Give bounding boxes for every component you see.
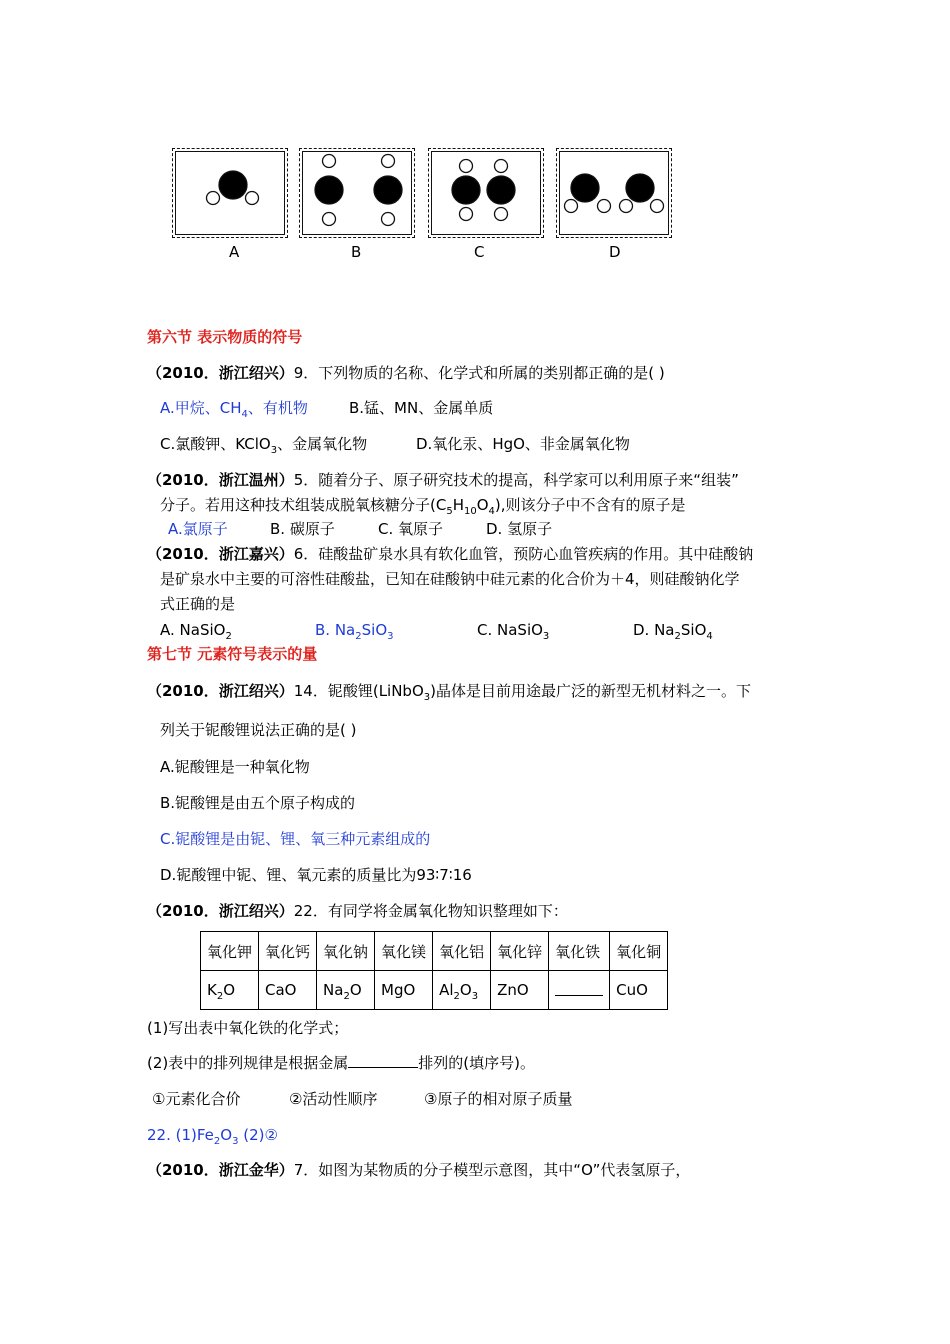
q6-stem-line3: 式正确的是 (160, 595, 236, 613)
a-hydrogen-atom (246, 192, 259, 205)
q22-option-2: ②活动性顺序 (289, 1090, 378, 1108)
d-hydrogen-atom (565, 200, 578, 213)
metal-oxide-table (200, 931, 668, 1010)
c-small-atom (460, 160, 473, 173)
figure-label-a: A (229, 243, 240, 261)
table-cell: CaO (259, 971, 317, 1010)
q14-option-c: C.铌酸锂是由铌、锂、氧三种元素组成的 (160, 830, 431, 848)
q9-stem (147, 363, 665, 383)
d-hydrogen-atom (620, 200, 633, 213)
table-cell: MgO (375, 971, 433, 1010)
table-header-cell: 氧化钠 (317, 932, 375, 971)
a-hydrogen-atom (207, 192, 220, 205)
b-atom (315, 176, 343, 204)
fill-in-blank[interactable] (555, 981, 603, 996)
table-header-cell: 氧化镁 (375, 932, 433, 971)
table-cell: $Na_2O$ (317, 971, 375, 1010)
q14-stem-line2: 列关于铌酸锂说法正确的是( ) (160, 721, 357, 739)
fill-in-blank[interactable] (348, 1053, 418, 1068)
table-header-cell: 氧化钙 (259, 932, 317, 971)
q6-source: （2010．浙江嘉兴） (147, 545, 294, 563)
c-small-atom (495, 160, 508, 173)
c-atom (487, 176, 515, 204)
q14-source: （2010．浙江绍兴） (147, 682, 294, 700)
b-atom (374, 176, 402, 204)
table-cell-blank[interactable] (549, 971, 610, 1010)
d-hydrogen-atom (651, 200, 664, 213)
q14-option-b: B.铌酸锂是由五个原子构成的 (160, 794, 356, 812)
a-oxygen-atom (219, 171, 247, 199)
q9-option-d: D.氧化汞、HgO、非金属氧化物 (416, 435, 630, 453)
q5-option-c: C. 氧原子 (378, 520, 444, 538)
table-cell: $Al_2O_3$ (433, 971, 491, 1010)
q9-source: （2010．浙江绍兴） (147, 364, 294, 382)
q9-option-a: A.甲烷、$CH_4$、有机物 (160, 399, 308, 420)
section-six-title: 第六节 表示物质的符号 (147, 328, 303, 346)
molecule-diagram (0, 0, 950, 270)
q9-option-c: C.氯酸钾、KClO$_3$、金属氧化物 (160, 435, 368, 456)
q22-stem: （2010．浙江绍兴）22．有同学将金属氧化物知识整理如下： (147, 902, 568, 920)
q5-option-d: D. 氢原子 (486, 520, 553, 538)
q9-option-b: B.锰、MN、金属单质 (349, 399, 494, 417)
q22-part2: (2)表中的排列规律是根据金属 排列的(填序号)。 (147, 1054, 535, 1072)
q5-source: （2010．浙江温州） (147, 471, 294, 489)
q14-option-d: D.铌酸锂中铌、锂、氧元素的质量比为93∶7∶16 (160, 866, 472, 884)
table-cell: CuO (610, 971, 668, 1010)
q5-option-a: A.氯原子 (168, 520, 228, 538)
q22-source: （2010．浙江绍兴） (147, 902, 294, 920)
table-header-cell: 氧化钾 (201, 932, 259, 971)
q5-stem-line1: （2010．浙江温州）5．随着分子、原子研究技术的提高，科学家可以利用原子来“组装” (147, 471, 739, 489)
table-header-cell: 氧化铝 (433, 932, 491, 971)
q22-answer: 22. $(1)Fe_2O_3$ (2)② (147, 1126, 278, 1147)
d-oxygen-atom (626, 174, 654, 202)
q6-option-a: A. NaSiO$_2$ (160, 621, 232, 642)
d-oxygen-atom (571, 174, 599, 202)
figure-label-b: B (351, 243, 362, 261)
q22-part1: (1)写出表中氧化铁的化学式； (147, 1019, 349, 1037)
figure-label-c: C (474, 243, 485, 261)
q7-stem: （2010．浙江金华）7．如图为某物质的分子模型示意图，其中“O”代表氢原子， (147, 1161, 691, 1179)
b-small-atom (382, 155, 395, 168)
b-small-atom (382, 213, 395, 226)
table-header-cell: 氧化铜 (610, 932, 668, 971)
q6-option-b: B. $Na_2SiO_3$ (315, 621, 394, 642)
table-cell: $K_2O$ (201, 971, 259, 1010)
table-header-cell: 氧化锌 (491, 932, 549, 971)
c-atom (452, 176, 480, 204)
c-small-atom (460, 208, 473, 221)
d-hydrogen-atom (598, 200, 611, 213)
q5-stem-line2: 分子。若用这种技术组装成脱氧核糖分子$(C_5H_{10}O_4)$,则该分子中不含有的原子是 (160, 496, 686, 517)
q14-option-a: A.铌酸锂是一种氧化物 (160, 758, 310, 776)
table-cell: ZnO (491, 971, 549, 1010)
c-small-atom (495, 208, 508, 221)
figure-label-d: D (609, 243, 621, 261)
q6-option-c: C. NaSiO$_3$ (477, 621, 550, 642)
b-small-atom (323, 155, 336, 168)
q6-stem-line2: 是矿泉水中主要的可溶性硅酸盐，已知在硅酸钠中硅元素的化合价为＋4，则硅酸钠化学 (160, 570, 740, 588)
q22-option-3: ③原子的相对原子质量 (424, 1090, 573, 1108)
section-seven-title: 第七节 元素符号表示的量 (147, 645, 318, 663)
table-header-row (201, 932, 668, 971)
q7-source: （2010．浙江金华） (147, 1161, 294, 1179)
table-header-cell: 氧化铁 (549, 932, 610, 971)
b-small-atom (323, 213, 336, 226)
q6-stem-line1: （2010．浙江嘉兴）6．硅酸盐矿泉水具有软化血管，预防心血管疾病的作用。其中硅酸钠 (147, 545, 754, 563)
q6-option-d: D. $Na_2SiO_4$ (633, 621, 713, 642)
table-formula-row (201, 971, 668, 1010)
q9-text: 9．下列物质的名称、化学式和所属的类别都正确的是( ) (293, 364, 665, 382)
q22-option-1: ①元素化合价 (152, 1090, 241, 1108)
q14-stem-line1: （2010．浙江绍兴）14．铌酸锂(LiNbO$_3$)晶体是目前用途最广泛的新型无机材料之一。下 (147, 682, 751, 703)
q5-option-b: B. 碳原子 (270, 520, 335, 538)
